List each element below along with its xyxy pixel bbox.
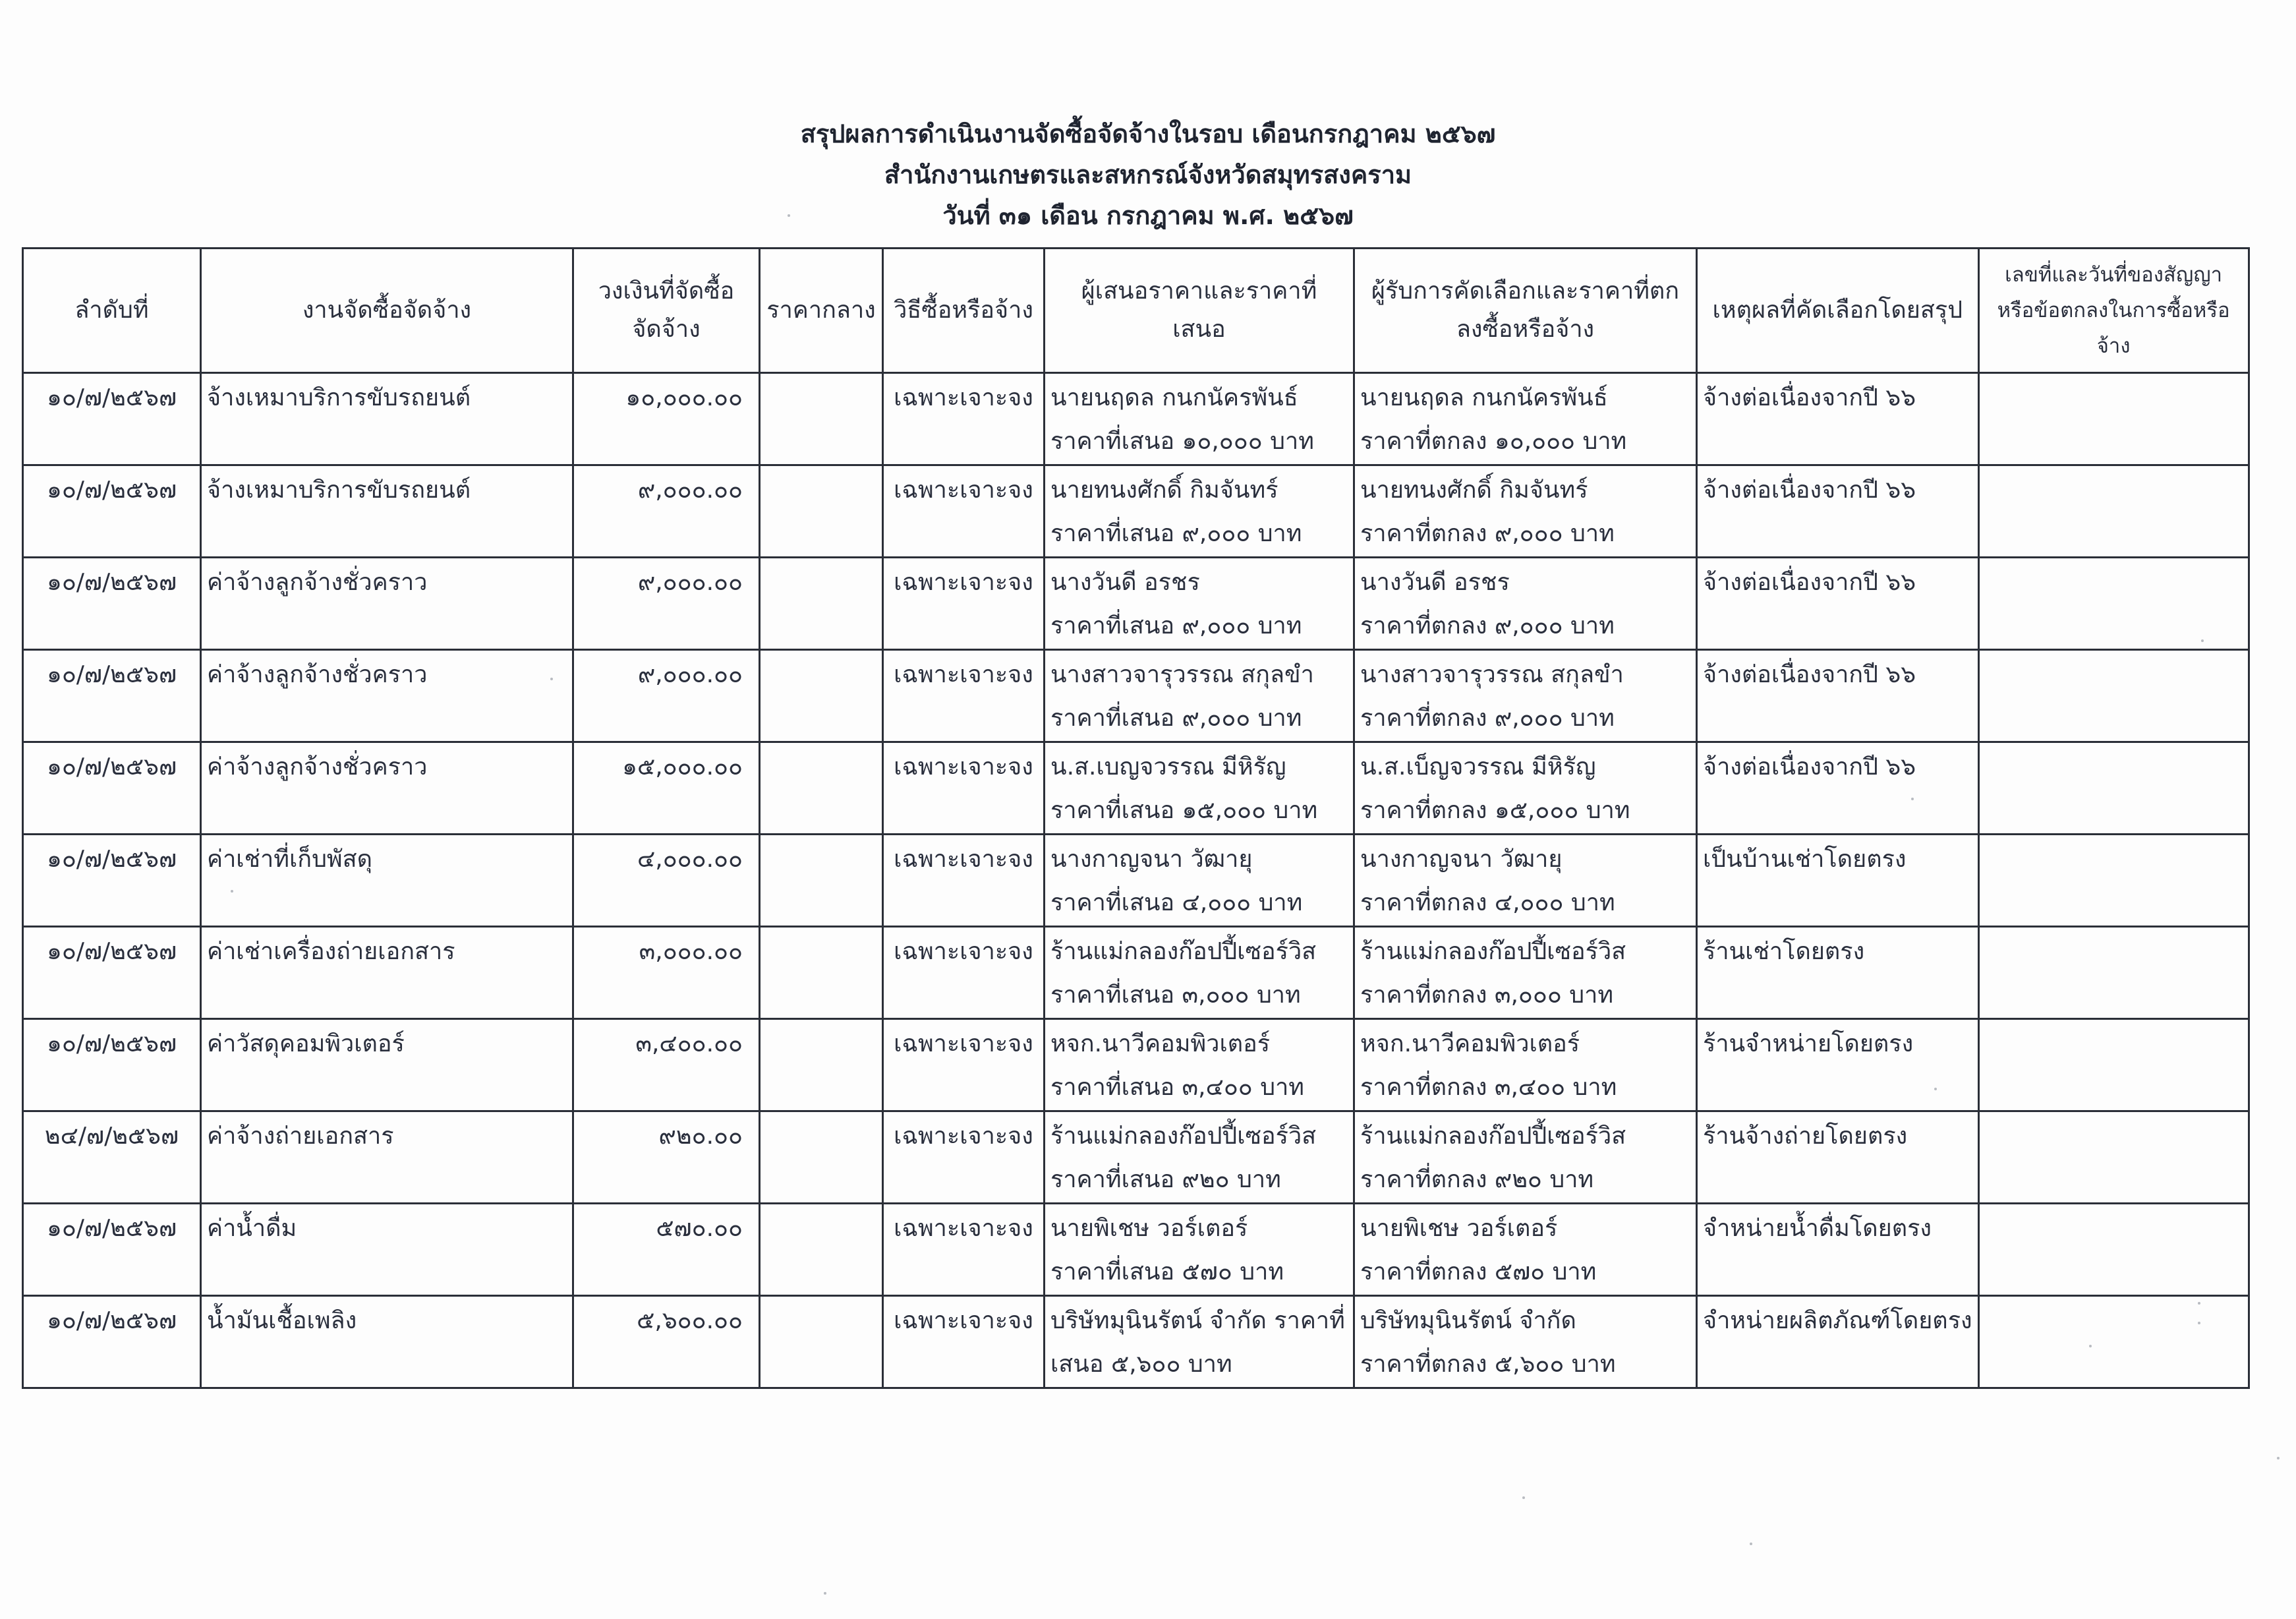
column-header: [1045, 249, 1354, 373]
reason-cell-text: จำหน่ายผลิตภัณฑ์โดยตรง: [1703, 1307, 1972, 1334]
column-header: [883, 249, 1045, 373]
amount-cell-text: ๙๒๐.๐๐: [658, 1123, 743, 1150]
table-row: [23, 1204, 2249, 1296]
reason-cell-text: จำหน่ายน้ำดื่มโดยตรง: [1703, 1215, 1932, 1242]
column-header-line: วงเงินที่จัดซื้อ: [598, 278, 735, 305]
contract-cell: [1978, 1019, 2249, 1111]
winner-cell-text: ราคาที่ตกลง ๑๕,๐๐๐ บาท: [1360, 797, 1630, 824]
winner-cell: [1354, 1019, 1697, 1111]
method-cell: [883, 1111, 1045, 1204]
date-cell-text: ๒๔/๗/๒๕๖๗: [44, 1123, 179, 1150]
amount-cell: [573, 1019, 760, 1111]
table-row: [23, 465, 2249, 558]
contract-cell: [1978, 1296, 2249, 1388]
bidder-cell: [1045, 835, 1354, 927]
reason-cell-text: ร้านจ้างถ่ายโดยตรง: [1703, 1123, 1908, 1150]
method-cell: [883, 1204, 1045, 1296]
item-cell: [201, 1019, 573, 1111]
amount-cell: [573, 1296, 760, 1388]
amount-cell-text: ๔,๐๐๐.๐๐: [637, 846, 743, 873]
table-row: [23, 927, 2249, 1019]
median-price-cell: [760, 927, 883, 1019]
winner-cell-text: ร้านแม่กลองก๊อปปี้เซอร์วิส: [1360, 1123, 1626, 1150]
winner-cell-text: นางวันดี อรชร: [1360, 569, 1510, 596]
table-row: [23, 1296, 2249, 1388]
method-cell-text: เฉพาะเจาะจง: [894, 938, 1033, 965]
column-header-line: หรือข้อตกลงในการซื้อหรือจ้าง: [1997, 299, 2230, 358]
method-cell: [883, 650, 1045, 742]
contract-cell: [1978, 1204, 2249, 1296]
bidder-cell: [1045, 1019, 1354, 1111]
method-cell-text: เฉพาะเจาะจง: [894, 661, 1033, 688]
column-header: [573, 249, 760, 373]
winner-cell-text: ราคาที่ตกลง ๑๐,๐๐๐ บาท: [1360, 428, 1627, 455]
amount-cell-text: ๓,๐๐๐.๐๐: [639, 938, 743, 965]
amount-cell: [573, 1111, 760, 1204]
winner-cell: [1354, 835, 1697, 927]
contract-cell: [1978, 558, 2249, 650]
item-cell: [201, 465, 573, 558]
date-cell-text: ๑๐/๗/๒๕๖๗: [46, 846, 177, 873]
reason-cell-text: จ้างต่อเนื่องจากปี ๖๖: [1703, 569, 1916, 596]
reason-cell: [1697, 1204, 1979, 1296]
table-row: [23, 558, 2249, 650]
bidder-cell: [1045, 927, 1354, 1019]
contract-cell: [1978, 465, 2249, 558]
reason-cell-text: จ้างต่อเนื่องจากปี ๖๖: [1703, 661, 1916, 688]
winner-cell-text: ราคาที่ตกลง ๙,๐๐๐ บาท: [1360, 612, 1615, 639]
column-header-line: ผู้เสนอราคาและราคาที่: [1081, 278, 1317, 305]
bidder-cell-text: ราคาที่เสนอ ๕๗๐ บาท: [1050, 1258, 1284, 1285]
method-cell: [883, 927, 1045, 1019]
winner-cell: [1354, 927, 1697, 1019]
table-header-row: [23, 249, 2249, 373]
item-cell-text: จ้างเหมาบริการขับรถยนต์: [207, 384, 471, 411]
document-date: วันที่ ๓๑ เดือน กรกฎาคม พ.ศ. ๒๕๖๗: [942, 201, 1354, 230]
item-cell: [201, 927, 573, 1019]
winner-cell-text: ราคาที่ตกลง ๔,๐๐๐ บาท: [1360, 889, 1615, 916]
reason-cell-text: ร้านจำหน่ายโดยตรง: [1703, 1030, 1914, 1057]
reason-cell: [1697, 465, 1979, 558]
reason-cell: [1697, 650, 1979, 742]
date-cell: [23, 1296, 201, 1388]
bidder-cell-text: ราคาที่เสนอ ๙๒๐ บาท: [1050, 1166, 1281, 1193]
amount-cell: [573, 465, 760, 558]
column-header-line: เสนอ: [1172, 316, 1226, 343]
column-header-line: วิธีซื้อหรือจ้าง: [894, 297, 1033, 324]
column-header-line: งานจัดซื้อจัดจ้าง: [302, 297, 472, 324]
winner-cell-text: นายพิเชษ วอร์เตอร์: [1360, 1215, 1558, 1242]
column-header-line: ผู้รับการคัดเลือกและราคาที่ตก: [1371, 278, 1680, 305]
bidder-cell: [1045, 1111, 1354, 1204]
median-price-cell: [760, 1019, 883, 1111]
bidder-cell: [1045, 742, 1354, 835]
contract-cell: [1978, 1111, 2249, 1204]
bidder-cell-text: นายพิเชษ วอร์เตอร์: [1050, 1215, 1248, 1242]
bidder-cell: [1045, 373, 1354, 465]
bidder-cell-text: นายนฤดล กนกนัครพันธ์: [1050, 384, 1298, 411]
date-cell: [23, 1204, 201, 1296]
date-cell: [23, 465, 201, 558]
table-row: [23, 1111, 2249, 1204]
winner-cell-text: ราคาที่ตกลง ๙,๐๐๐ บาท: [1360, 705, 1615, 732]
item-cell-text: ค่าวัสดุคอมพิวเตอร์: [207, 1030, 405, 1057]
winner-cell: [1354, 373, 1697, 465]
contract-cell: [1978, 650, 2249, 742]
winner-cell: [1354, 465, 1697, 558]
item-cell-text: ค่าจ้างลูกจ้างชั่วคราว: [207, 661, 428, 688]
amount-cell: [573, 742, 760, 835]
date-cell-text: ๑๐/๗/๒๕๖๗: [46, 1030, 177, 1057]
date-cell: [23, 558, 201, 650]
item-cell-text: ค่าจ้างลูกจ้างชั่วคราว: [207, 753, 428, 780]
column-header-line: เลขที่และวันที่ของสัญญา: [2005, 263, 2223, 287]
item-cell: [201, 1204, 573, 1296]
bidder-cell-text: ราคาที่เสนอ ๑๐,๐๐๐ บาท: [1050, 428, 1314, 455]
date-cell: [23, 373, 201, 465]
contract-cell: [1978, 835, 2249, 927]
bidder-cell-text: นางกาญจนา วัฒายุ: [1050, 846, 1253, 873]
date-cell-text: ๑๐/๗/๒๕๖๗: [46, 1307, 177, 1334]
bidder-cell-text: ราคาที่เสนอ ๙,๐๐๐ บาท: [1050, 705, 1302, 732]
amount-cell-text: ๕,๖๐๐.๐๐: [637, 1307, 743, 1334]
method-cell: [883, 1296, 1045, 1388]
method-cell-text: เฉพาะเจาะจง: [894, 753, 1033, 780]
bidder-cell-text: นางวันดี อรชร: [1050, 569, 1200, 596]
method-cell-text: เฉพาะเจาะจง: [894, 477, 1033, 504]
median-price-cell: [760, 742, 883, 835]
amount-cell-text: ๙,๐๐๐.๐๐: [637, 477, 743, 504]
bidder-cell-text: ราคาที่เสนอ ๙,๐๐๐ บาท: [1050, 612, 1302, 639]
winner-cell: [1354, 1111, 1697, 1204]
column-header: [1354, 249, 1697, 373]
table-row: [23, 742, 2249, 835]
item-cell-text: ค่าเช่าที่เก็บพัสดุ: [207, 846, 373, 873]
agency-name: สำนักงานเกษตรและสหกรณ์จังหวัดสมุทรสงคราม: [884, 160, 1412, 189]
method-cell-text: เฉพาะเจาะจง: [894, 569, 1033, 596]
reason-cell: [1697, 927, 1979, 1019]
winner-cell-text: นายทนงศักดิ์ กิมจันทร์: [1360, 477, 1588, 504]
winner-cell-text: ราคาที่ตกลง ๕,๖๐๐ บาท: [1360, 1351, 1616, 1378]
method-cell-text: เฉพาะเจาะจง: [894, 384, 1033, 411]
reason-cell-text: ร้านเช่าโดยตรง: [1703, 938, 1865, 965]
median-price-cell: [760, 1111, 883, 1204]
column-header-line: ลงซื้อหรือจ้าง: [1456, 316, 1595, 343]
item-cell: [201, 742, 573, 835]
column-header: [760, 249, 883, 373]
item-cell: [201, 650, 573, 742]
table-row: [23, 373, 2249, 465]
median-price-cell: [760, 373, 883, 465]
reason-cell: [1697, 373, 1979, 465]
date-cell-text: ๑๐/๗/๒๕๖๗: [46, 384, 177, 411]
column-header: [1978, 249, 2249, 373]
date-cell: [23, 742, 201, 835]
median-price-cell: [760, 465, 883, 558]
reason-cell: [1697, 1296, 1979, 1388]
contract-cell: [1978, 927, 2249, 1019]
method-cell-text: เฉพาะเจาะจง: [894, 1215, 1033, 1242]
column-header-line: ราคากลาง: [766, 297, 876, 324]
bidder-cell: [1045, 1296, 1354, 1388]
date-cell-text: ๑๐/๗/๒๕๖๗: [46, 661, 177, 688]
bidder-cell-text: ร้านแม่กลองก๊อปปี้เซอร์วิส: [1050, 1123, 1317, 1150]
method-cell: [883, 465, 1045, 558]
method-cell-text: เฉพาะเจาะจง: [894, 846, 1033, 873]
reason-cell-text: จ้างต่อเนื่องจากปี ๖๖: [1703, 477, 1916, 504]
table-row: [23, 835, 2249, 927]
median-price-cell: [760, 1296, 883, 1388]
winner-cell: [1354, 1204, 1697, 1296]
bidder-cell-text: ราคาที่เสนอ ๓,๐๐๐ บาท: [1050, 982, 1301, 1009]
item-cell: [201, 1111, 573, 1204]
item-cell-text: จ้างเหมาบริการขับรถยนต์: [207, 477, 471, 504]
date-cell-text: ๑๐/๗/๒๕๖๗: [46, 753, 177, 780]
item-cell: [201, 835, 573, 927]
item-cell: [201, 373, 573, 465]
bidder-cell: [1045, 558, 1354, 650]
method-cell: [883, 1019, 1045, 1111]
item-cell: [201, 1296, 573, 1388]
amount-cell-text: ๙,๐๐๐.๐๐: [637, 661, 743, 688]
amount-cell: [573, 835, 760, 927]
reason-cell: [1697, 1019, 1979, 1111]
reason-cell-text: เป็นบ้านเช่าโดยตรง: [1703, 846, 1907, 873]
method-cell: [883, 558, 1045, 650]
bidder-cell-text: นางสาวจารุวรรณ สกุลขำ: [1050, 661, 1314, 688]
table-row: [23, 650, 2249, 742]
amount-cell-text: ๓,๔๐๐.๐๐: [635, 1030, 743, 1057]
date-cell-text: ๑๐/๗/๒๕๖๗: [46, 938, 177, 965]
bidder-cell-text: ร้านแม่กลองก๊อปปี้เซอร์วิส: [1050, 938, 1317, 965]
winner-cell-text: ร้านแม่กลองก๊อปปี้เซอร์วิส: [1360, 938, 1626, 965]
winner-cell-text: หจก.นาวีคอมพิวเตอร์: [1360, 1030, 1580, 1057]
winner-cell-text: บริษัทมุนินรัตน์ จำกัด: [1360, 1307, 1576, 1334]
bidder-cell-text: นายทนงศักดิ์ กิมจันทร์: [1050, 477, 1278, 504]
reason-cell: [1697, 742, 1979, 835]
amount-cell-text: ๙,๐๐๐.๐๐: [637, 569, 743, 596]
date-cell-text: ๑๐/๗/๒๕๖๗: [46, 569, 177, 596]
column-header-line: จัดจ้าง: [632, 316, 701, 343]
median-price-cell: [760, 1204, 883, 1296]
method-cell: [883, 742, 1045, 835]
amount-cell-text: ๑๕,๐๐๐.๐๐: [622, 753, 743, 780]
bidder-cell-text: หจก.นาวีคอมพิวเตอร์: [1050, 1030, 1271, 1057]
date-cell: [23, 650, 201, 742]
winner-cell-text: นายนฤดล กนกนัครพันธ์: [1360, 384, 1608, 411]
winner-cell-text: ราคาที่ตกลง ๙,๐๐๐ บาท: [1360, 520, 1615, 547]
method-cell: [883, 373, 1045, 465]
winner-cell-text: ราคาที่ตกลง ๕๗๐ บาท: [1360, 1258, 1597, 1285]
winner-cell-text: น.ส.เบ็ญจวรรณ มีหิรัญ: [1360, 753, 1596, 780]
document-header: [0, 113, 2296, 236]
amount-cell: [573, 650, 760, 742]
contract-cell: [1978, 373, 2249, 465]
column-header-line: เหตุผลที่คัดเลือกโดยสรุป: [1712, 297, 1963, 324]
item-cell-text: ค่าเช่าเครื่องถ่ายเอกสาร: [207, 938, 455, 965]
median-price-cell: [760, 835, 883, 927]
method-cell-text: เฉพาะเจาะจง: [894, 1030, 1033, 1057]
column-header: [201, 249, 573, 373]
item-cell: [201, 558, 573, 650]
method-cell-text: เฉพาะเจาะจง: [894, 1123, 1033, 1150]
column-header: [23, 249, 201, 373]
bidder-cell: [1045, 650, 1354, 742]
winner-cell: [1354, 650, 1697, 742]
item-cell-text: น้ำมันเชื้อเพลิง: [207, 1307, 357, 1334]
date-cell: [23, 835, 201, 927]
amount-cell: [573, 1204, 760, 1296]
table-body: [23, 373, 2249, 1388]
method-cell-text: เฉพาะเจาะจง: [894, 1307, 1033, 1334]
winner-cell-text: นางกาญจนา วัฒายุ: [1360, 846, 1563, 873]
winner-cell-text: ราคาที่ตกลง ๙๒๐ บาท: [1360, 1166, 1594, 1193]
amount-cell: [573, 558, 760, 650]
median-price-cell: [760, 650, 883, 742]
reason-cell: [1697, 835, 1979, 927]
bidder-cell-text: ราคาที่เสนอ ๑๕,๐๐๐ บาท: [1050, 797, 1318, 824]
method-cell: [883, 835, 1045, 927]
median-price-cell: [760, 558, 883, 650]
winner-cell-text: ราคาที่ตกลง ๓,๐๐๐ บาท: [1360, 982, 1614, 1009]
document-title: สรุปผลการดำเนินงานจัดซื้อจัดจ้างในรอบ เดือนกรกฎาคม ๒๕๖๗: [800, 119, 1496, 148]
date-cell: [23, 1111, 201, 1204]
date-cell: [23, 1019, 201, 1111]
reason-cell-text: จ้างต่อเนื่องจากปี ๖๖: [1703, 753, 1916, 780]
winner-cell-text: ราคาที่ตกลง ๓,๔๐๐ บาท: [1360, 1074, 1617, 1101]
item-cell-text: ค่าจ้างถ่ายเอกสาร: [207, 1123, 394, 1150]
reason-cell: [1697, 558, 1979, 650]
winner-cell: [1354, 1296, 1697, 1388]
amount-cell-text: ๕๗๐.๐๐: [656, 1215, 743, 1242]
winner-cell-text: นางสาวจารุวรรณ สกุลขำ: [1360, 661, 1624, 688]
winner-cell: [1354, 742, 1697, 835]
amount-cell: [573, 927, 760, 1019]
date-cell-text: ๑๐/๗/๒๕๖๗: [46, 1215, 177, 1242]
bidder-cell-text: ราคาที่เสนอ ๓,๔๐๐ บาท: [1050, 1074, 1305, 1101]
bidder-cell: [1045, 465, 1354, 558]
column-header: [1697, 249, 1979, 373]
procurement-table: [22, 247, 2250, 1389]
item-cell-text: ค่าจ้างลูกจ้างชั่วคราว: [207, 569, 428, 596]
column-header-line: ลำดับที่: [74, 297, 149, 324]
winner-cell: [1354, 558, 1697, 650]
date-cell: [23, 927, 201, 1019]
bidder-cell-text: ราคาที่เสนอ ๙,๐๐๐ บาท: [1050, 520, 1302, 547]
bidder-cell-text: น.ส.เบญจวรรณ มีหิรัญ: [1050, 753, 1286, 780]
contract-cell: [1978, 742, 2249, 835]
bidder-cell: [1045, 1204, 1354, 1296]
date-cell-text: ๑๐/๗/๒๕๖๗: [46, 477, 177, 504]
item-cell-text: ค่าน้ำดื่ม: [207, 1215, 297, 1242]
amount-cell-text: ๑๐,๐๐๐.๐๐: [625, 384, 743, 411]
reason-cell-text: จ้างต่อเนื่องจากปี ๖๖: [1703, 384, 1916, 411]
bidder-cell-text: เสนอ ๕,๖๐๐ บาท: [1050, 1351, 1232, 1378]
bidder-cell-text: ราคาที่เสนอ ๔,๐๐๐ บาท: [1050, 889, 1303, 916]
reason-cell: [1697, 1111, 1979, 1204]
table-row: [23, 1019, 2249, 1111]
bidder-cell-text: บริษัทมุนินรัตน์ จำกัด ราคาที่: [1050, 1307, 1345, 1334]
amount-cell: [573, 373, 760, 465]
